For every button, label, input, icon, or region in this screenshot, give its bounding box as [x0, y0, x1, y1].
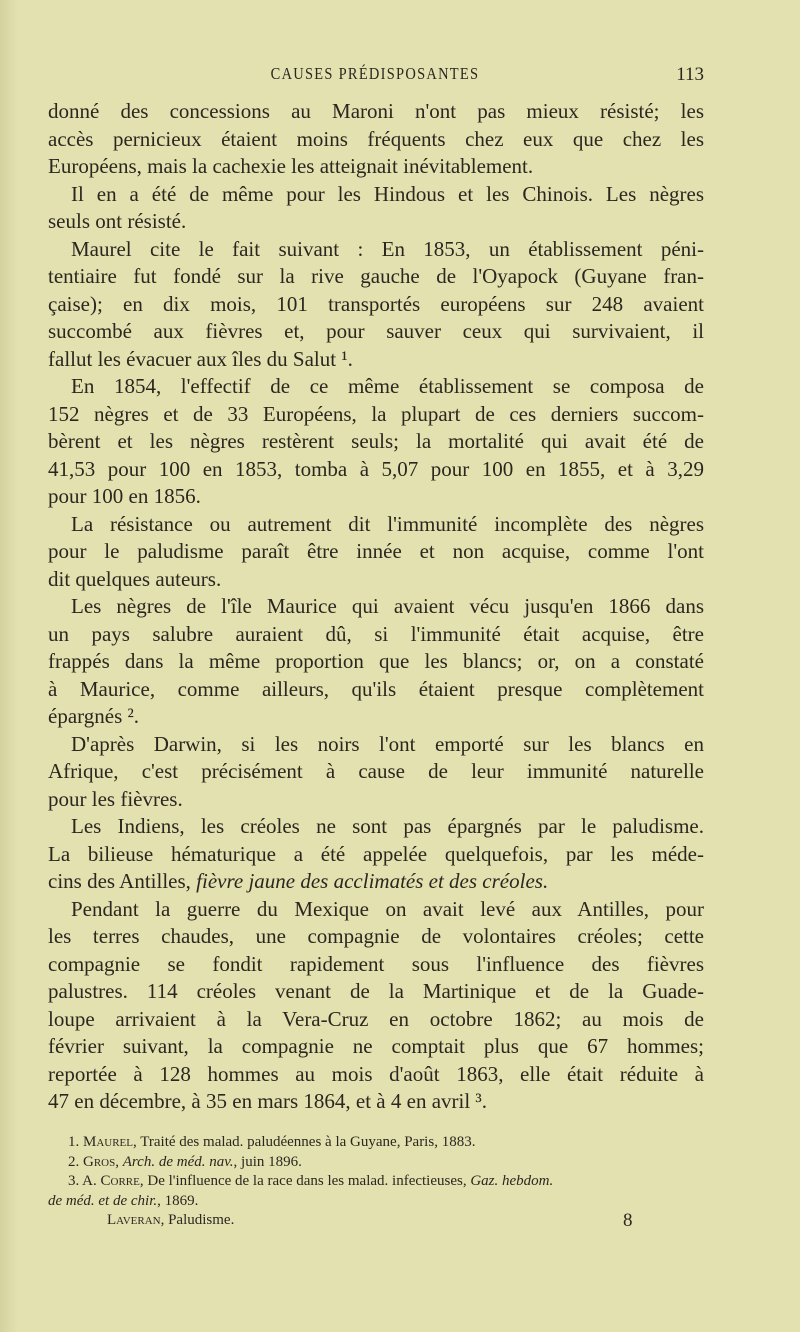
footnote-author: Maurel	[83, 1134, 134, 1150]
footnote-date: , juin 1896.	[233, 1153, 302, 1170]
text-line-content: à Maurice, comme ailleurs, qu'ils étaient presque complètement	[48, 676, 704, 701]
text-line-content: Maurel cite le fait suivant : En 1853, un établissement péni-	[71, 236, 704, 261]
text-line	[48, 896, 704, 924]
text-line	[48, 1006, 704, 1034]
text-line	[48, 346, 704, 374]
text-line	[48, 621, 704, 649]
text-line-content: frappés dans la même proportion que les blancs; or, on a constaté	[48, 649, 704, 673]
text-line	[48, 566, 704, 594]
footnote-3	[48, 1172, 704, 1192]
text-line	[48, 538, 704, 566]
text-line	[48, 1088, 704, 1116]
text-line	[48, 923, 704, 951]
text-line	[48, 483, 704, 511]
text-line	[48, 841, 704, 869]
text-line	[48, 401, 704, 429]
page-number: 113	[676, 64, 704, 85]
body-text	[48, 98, 704, 1116]
footnote-2	[48, 1153, 704, 1173]
text-line	[48, 208, 704, 236]
footnote-number: 3. A.	[68, 1173, 101, 1189]
text-line-content: Il en a été de même pour les Hindous et les Chinois. Les nègres	[71, 181, 704, 206]
text-line	[48, 511, 704, 539]
text-line	[48, 1061, 704, 1089]
text-line-content: Afrique, c'est précisément à cause de leur immunité naturelle	[48, 759, 704, 783]
text-line-content: La résistance ou autrement dit l'immunité incomplète des nègres	[71, 511, 704, 536]
text-line-content: Les nègres de l'île Maurice qui avaient vécu jusqu'en 1866 dans	[71, 594, 704, 618]
text-line-content: les terres chaudes, une compagnie de volontaires créoles; cette	[48, 924, 704, 948]
text-line	[48, 236, 704, 264]
text-line-content: D'après Darwin, si les noirs l'ont emporté sur les blancs en	[71, 731, 704, 756]
footnote-text: , Traité des malad. paludéennes à la Guyane, Paris, 1883.	[133, 1134, 476, 1150]
text-line	[48, 263, 704, 291]
text-line	[48, 181, 704, 209]
text-line-content: çaise); en dix mois, 101 transportés européens sur 248 avaient	[48, 291, 704, 316]
text-line-content: 41,53 pour 100 en 1853, tomba à 5,07 pour 100 en 1855, et à 3,29	[48, 456, 704, 481]
text-line	[48, 813, 704, 841]
text-line-content: épargnés ².	[48, 704, 140, 728]
text-line-content: pour les fièvres.	[48, 786, 183, 811]
italic-phrase: fièvre jaune des acclimatés et des créoles.	[196, 869, 549, 893]
signature-mark: 8	[623, 1210, 633, 1231]
text-line	[48, 98, 704, 126]
text-line	[48, 868, 704, 896]
text-line-content: pour le paludisme paraît être innée et non acquise, comme l'ont	[48, 539, 704, 563]
text-line	[48, 318, 704, 346]
text-line	[48, 593, 704, 621]
footnote-number: 1.	[68, 1134, 83, 1150]
footnote-number: 2.	[68, 1153, 83, 1170]
text-line-content: compagnie se fondit rapidement sous l'influence des fièvres	[48, 951, 704, 976]
text-line	[48, 428, 704, 456]
text-line	[48, 373, 704, 401]
footnote-text: ,	[115, 1153, 123, 1170]
text-line-content: un pays salubre auraient dû, si l'immunité était acquise, être	[48, 621, 704, 646]
text-line-content: cins des Antilles,	[48, 869, 197, 893]
text-line-content: reportée à 128 hommes au mois d'août 1863, elle était réduite à	[48, 1061, 704, 1086]
footnote-date: , 1869.	[157, 1192, 199, 1209]
page-edge-shadow	[0, 0, 18, 1332]
text-line	[48, 978, 704, 1006]
text-line	[48, 456, 704, 484]
text-line	[48, 153, 704, 181]
text-line-content: février suivant, la compagnie ne comptait plus que 67 hommes;	[48, 1034, 704, 1058]
text-line-content: palustres. 114 créoles venant de la Martinique et de la Guade-	[48, 979, 704, 1003]
footer-book	[107, 1212, 234, 1229]
text-line-content: fallut les évacuer aux îles du Salut ¹.	[48, 346, 353, 371]
text-line	[48, 786, 704, 814]
footnote-text: , De l'influence de la race dans les malad. infectieuses,	[139, 1173, 471, 1189]
running-head-title: CAUSES PRÉDISPOSANTES	[270, 64, 480, 83]
footer-author: Laveran	[107, 1212, 161, 1228]
text-line-content: En 1854, l'effectif de ce même établissement se composa de	[71, 374, 704, 398]
footer-title: , Paludisme.	[160, 1212, 235, 1228]
text-line-content: 47 en décembre, à 35 en mars 1864, et à 4 en avril ³.	[48, 1089, 487, 1113]
text-line-content: seuls ont résisté.	[48, 209, 187, 233]
text-line	[48, 676, 704, 704]
footnote-journal: Arch. de méd. nav.	[122, 1153, 234, 1170]
text-line	[48, 758, 704, 786]
text-line-content: Européens, mais la cachexie les atteignait inévitablement.	[48, 154, 534, 178]
text-line	[48, 951, 704, 979]
footnote-3-continued	[48, 1192, 704, 1212]
text-line	[48, 703, 704, 731]
footnote-author: Corre	[100, 1173, 140, 1189]
text-line-content: pour 100 en 1856.	[48, 484, 201, 508]
text-line	[48, 291, 704, 319]
text-line-content: Pendant la guerre du Mexique on avait levé aux Antilles, pour	[71, 896, 704, 921]
footnote-1	[48, 1133, 704, 1153]
text-line-content: donné des concessions au Maroni n'ont pas mieux résisté; les	[48, 99, 704, 123]
text-line-content: succombé aux fièvres et, pour sauver ceux qui survivaient, il	[48, 319, 704, 343]
text-line-content: accès pernicieux étaient moins fréquents chez eux que chez les	[48, 126, 704, 151]
text-line-content: bèrent et les nègres restèrent seuls; la mortalité qui avait été de	[48, 429, 704, 453]
text-line	[48, 731, 704, 759]
text-line	[48, 1033, 704, 1061]
text-line-content: loupe arrivaient à la Vera-Cruz en octobre 1862; au mois de	[48, 1006, 704, 1031]
text-line	[48, 126, 704, 154]
text-line-content: La bilieuse hématurique a été appelée quelquefois, par les méde-	[48, 841, 704, 866]
text-line-content: dit quelques auteurs.	[48, 566, 222, 591]
text-line	[48, 648, 704, 676]
footnotes	[48, 1133, 704, 1211]
footnote-journal: de méd. et de chir.	[48, 1192, 158, 1209]
text-line-content: tentiaire fut fondé sur la rive gauche de l'Oyapock (Guyane fran-	[48, 264, 704, 288]
text-line-content: Les Indiens, les créoles ne sont pas épargnés par le paludisme.	[71, 814, 704, 838]
running-head	[0, 64, 800, 90]
footnote-author: Gros	[83, 1153, 116, 1170]
text-line-content: 152 nègres et de 33 Européens, la plupart de ces derniers succom-	[48, 401, 704, 426]
footnote-journal: Gaz. hebdom.	[470, 1173, 554, 1189]
